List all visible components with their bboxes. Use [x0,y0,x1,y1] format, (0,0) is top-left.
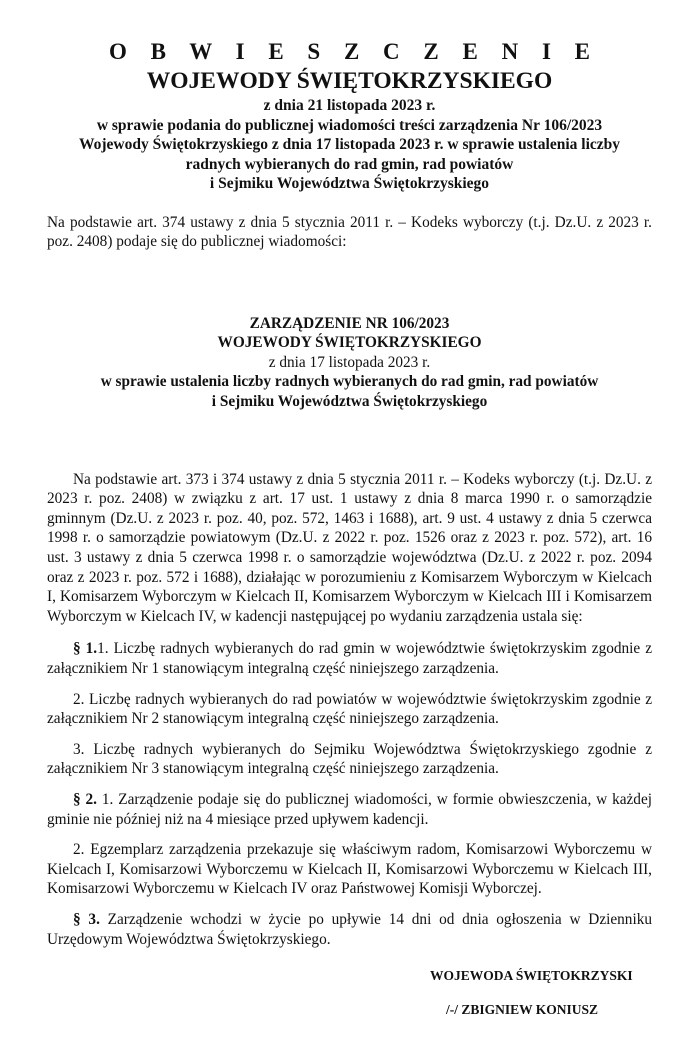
signature-office: WOJEWODA ŚWIĘTOKRZYSKI [430,968,633,984]
notice-subject-line: radnych wybieranych do rad gmin, rad powiatów [185,155,514,173]
notice-subject-line: i Sejmiku Województwa Świętokrzyskiego [209,175,490,192]
ordinance-issuer: WOJEWODY ŚWIĘTOKRZYSKIEGO [217,334,482,352]
ordinance-title: ZARZĄDZENIE NR 106/2023 [249,314,450,332]
document-page [47,38,652,1019]
notice-title: O B W I E S Z C Z E N I E [108,39,600,64]
section-mark: § 3. [73,910,100,928]
paragraph-text: 2. Egzemplarz zarządzenia przekazuje się właściwym radom, Komisarzowi Wyborczemu w Kielcach I, Komisarzowi Wyborczemu w Kielcach II, Komisarzowi Wyborczemu w Kielcach III, Komisarzowi Wyborczemu w Kielcach IV oraz Państwowej Komisji Wyborczej. [47,841,652,898]
paragraph-2-point-2 [47,840,652,899]
notice-intro: Na podstawie art. 374 ustawy z dnia 5 stycznia 2011 r. – Kodeks wyborczy (t.j. Dz.U. z 2023 r. poz. 2408) podaje się do publicznej wiadomości: [47,213,652,251]
paragraph-text: 3. Liczbę radnych wybieranych do Sejmiku Województwa Świętokrzyskiego zgodnie z załącznikiem Nr 3 stanowiącym integralną część niniejszego zarządzenia. [47,740,652,778]
notice-header [47,38,652,194]
ordinance-subject-line: w sprawie ustalenia liczby radnych wybieranych do rad gmin, rad powiatów [100,373,599,391]
paragraph-1-point-1 [47,639,652,678]
notice-subject-line: w sprawie podania do publicznej wiadomości treści zarządzenia Nr 106/2023 [96,116,603,134]
ordinance-preamble: Na podstawie art. 373 i 374 ustawy z dnia 5 stycznia 2011 r. – Kodeks wyborczy (t.j. Dz.U. z 2023 r. poz. 2408) w związku z art. 17 ust. 1 ustawy z dnia 8 marca 1990 r. o samorządzie gminnym (Dz.U. z 2023 r. poz. 40, poz. 572, 1463 i 1688), art. 9 ust. 4 ustawy z dnia 5 czerwca 1998 r. o samorządzie powiatowym (Dz.U. z 2022 r. poz. 1526 oraz z 2023 r. poz. 572), art. 16 ust. 3 ustawy z dnia 5 czerwca 1998 r. o samorządzie województwa (Dz.U. z 2022 r. poz. 2094 oraz z 2023 r. poz. 572 i 1688), działając w porozumieniu z Komisarzem Wyborczym w Kielcach I, Komisarzem Wyborczym w Kielcach II, Komisarzem Wyborczym w Kielcach III i Komisarzem Wyborczym w Kielcach IV, w kadencji następującej po wydaniu zarządzenia ustala się: [47,470,652,625]
notice-subject-line: Wojewody Świętokrzyskiego z dnia 17 listopada 2023 r. w sprawie ustalenia liczby [78,136,621,153]
paragraph-text: 1. Zarządzenie podaje się do publicznej wiadomości, w formie obwieszczenia, w każdej gminie nie później niż na 4 miesiące przed upływem kadencji. [47,790,652,828]
ordinance-subject-line: i Sejmiku Województwa Świętokrzyskiego [211,393,488,411]
section-mark: § 2. [73,790,97,808]
section-mark: § 1. [73,640,98,658]
paragraph-text: 1. Liczbę radnych wybieranych do rad gmin w województwie świętokrzyskim zgodnie z załącznikiem Nr 1 stanowiącym integralną część niniejszego zarządzenia. [47,640,652,677]
paragraph-2-point-1 [47,790,652,829]
ordinance-date: z dnia 17 listopada 2023 r. [268,353,431,371]
paragraph-text: Zarządzenie wchodzi w życie po upływie 14 dni od dnia ogłoszenia w Dzienniku Urzędowym Województwa Świętokrzyskiego. [47,910,652,948]
signature-name: /-/ ZBIGNIEW KONIUSZ [446,1002,599,1018]
paragraph-3 [47,910,652,949]
ordinance-header [47,314,652,412]
paragraph-1-point-3 [47,740,652,779]
notice-issuer: WOJEWODY ŚWIĘTOKRZYSKIEGO [146,68,553,94]
notice-date: z dnia 21 listopada 2023 r. [263,97,436,114]
paragraph-text: 2. Liczbę radnych wybieranych do rad powiatów w województwie świętokrzyskim zgodnie z załącznikiem Nr 2 stanowiącym integralną część niniejszego zarządzenia. [47,690,652,728]
paragraph-1-point-2 [47,690,652,729]
